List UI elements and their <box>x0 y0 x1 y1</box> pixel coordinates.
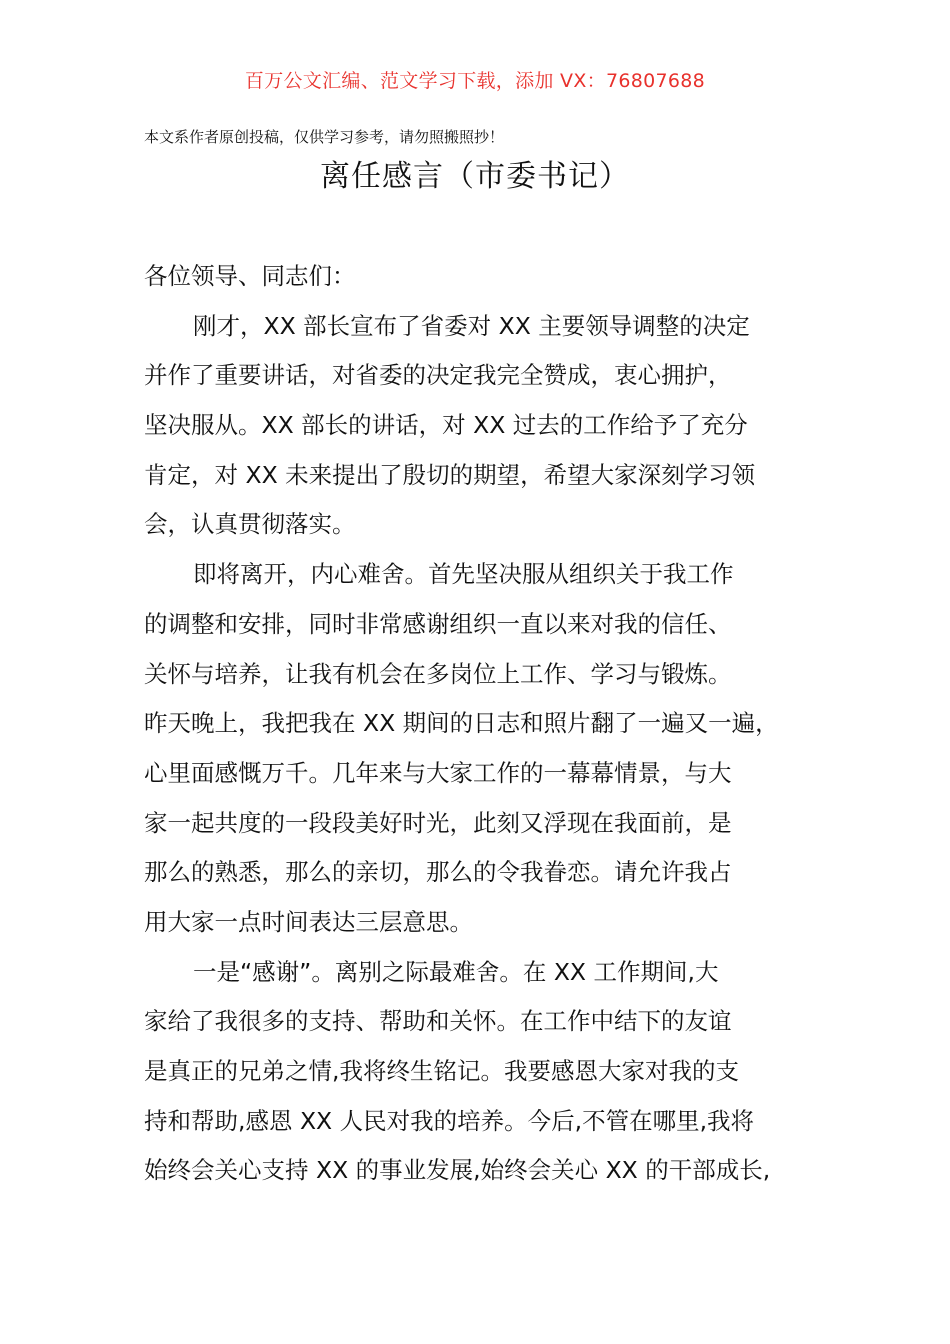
paragraph-3 <box>144 948 834 1196</box>
salutation: 各位领导、同志们： <box>144 262 356 290</box>
paragraph-line: 昨天晚上，我把我在 XX 期间的日志和照片翻了一遍又一遍， <box>144 709 779 738</box>
paragraph-line: 是真正的兄弟之情,我将终生铭记。我要感恩大家对我的支 <box>144 1057 739 1085</box>
document-body <box>144 252 834 1196</box>
paragraph-line: 持和帮助,感恩 XX 人民对我的培养。今后,不管在哪里,我将 <box>144 1106 755 1135</box>
paragraph-line: 的调整和安排，同时非常感谢组织一直以来对我的信任、 <box>144 609 732 638</box>
paragraph-line: 会，认真贯彻落实。 <box>144 510 356 539</box>
paragraph-line: 并作了重要讲话，对省委的决定我完全赞成，衷心拥护， <box>144 361 732 390</box>
paragraph-line: 刚才，XX 部长宣布了省委对 XX 主要领导调整的决定 <box>193 311 750 340</box>
paragraph-line: 家一起共度的一段段美好时光，此刻又浮现在我面前，是 <box>144 808 732 837</box>
paragraph-line: 即将离开，内心难舍。首先坚决服从组织关于我工作 <box>193 560 734 589</box>
paragraph-line: 一是“感谢”。离别之际最难舍。在 XX 工作期间,大 <box>193 957 719 986</box>
disclaimer-text: 本文系作者原创投稿，仅供学习参考，请勿照搬照抄！ <box>144 128 505 146</box>
paragraph-line: 那么的熟悉，那么的亲切，那么的令我眷恋。请允许我占 <box>144 858 732 887</box>
paragraph-line: 家给了我很多的支持、帮助和关怀。在工作中结下的友谊 <box>144 1007 732 1036</box>
paragraph-2 <box>144 550 834 948</box>
paragraph-line: 始终会关心支持 XX 的事业发展,始终会关心 XX 的干部成长, <box>144 1156 771 1185</box>
paragraph-line: 坚决服从。XX 部长的讲话，对 XX 过去的工作给予了充分 <box>144 411 748 440</box>
paragraph-line: 肯定，对 XX 未来提出了殷切的期望，希望大家深刻学习领 <box>144 460 756 489</box>
paragraph-line: 心里面感慨万千。几年来与大家工作的一幕幕情景，与大 <box>144 758 732 787</box>
paragraph-line: 用大家一点时间表达三层意思。 <box>144 907 473 936</box>
paragraph-1 <box>144 302 834 550</box>
header-banner: 百万公文汇编、范文学习下载，添加 VX：76807688 <box>244 70 706 92</box>
paragraph-line: 关怀与培养，让我有机会在多岗位上工作、学习与锻炼。 <box>144 659 732 688</box>
document-title: 离任感言（市委书记） <box>320 159 630 194</box>
